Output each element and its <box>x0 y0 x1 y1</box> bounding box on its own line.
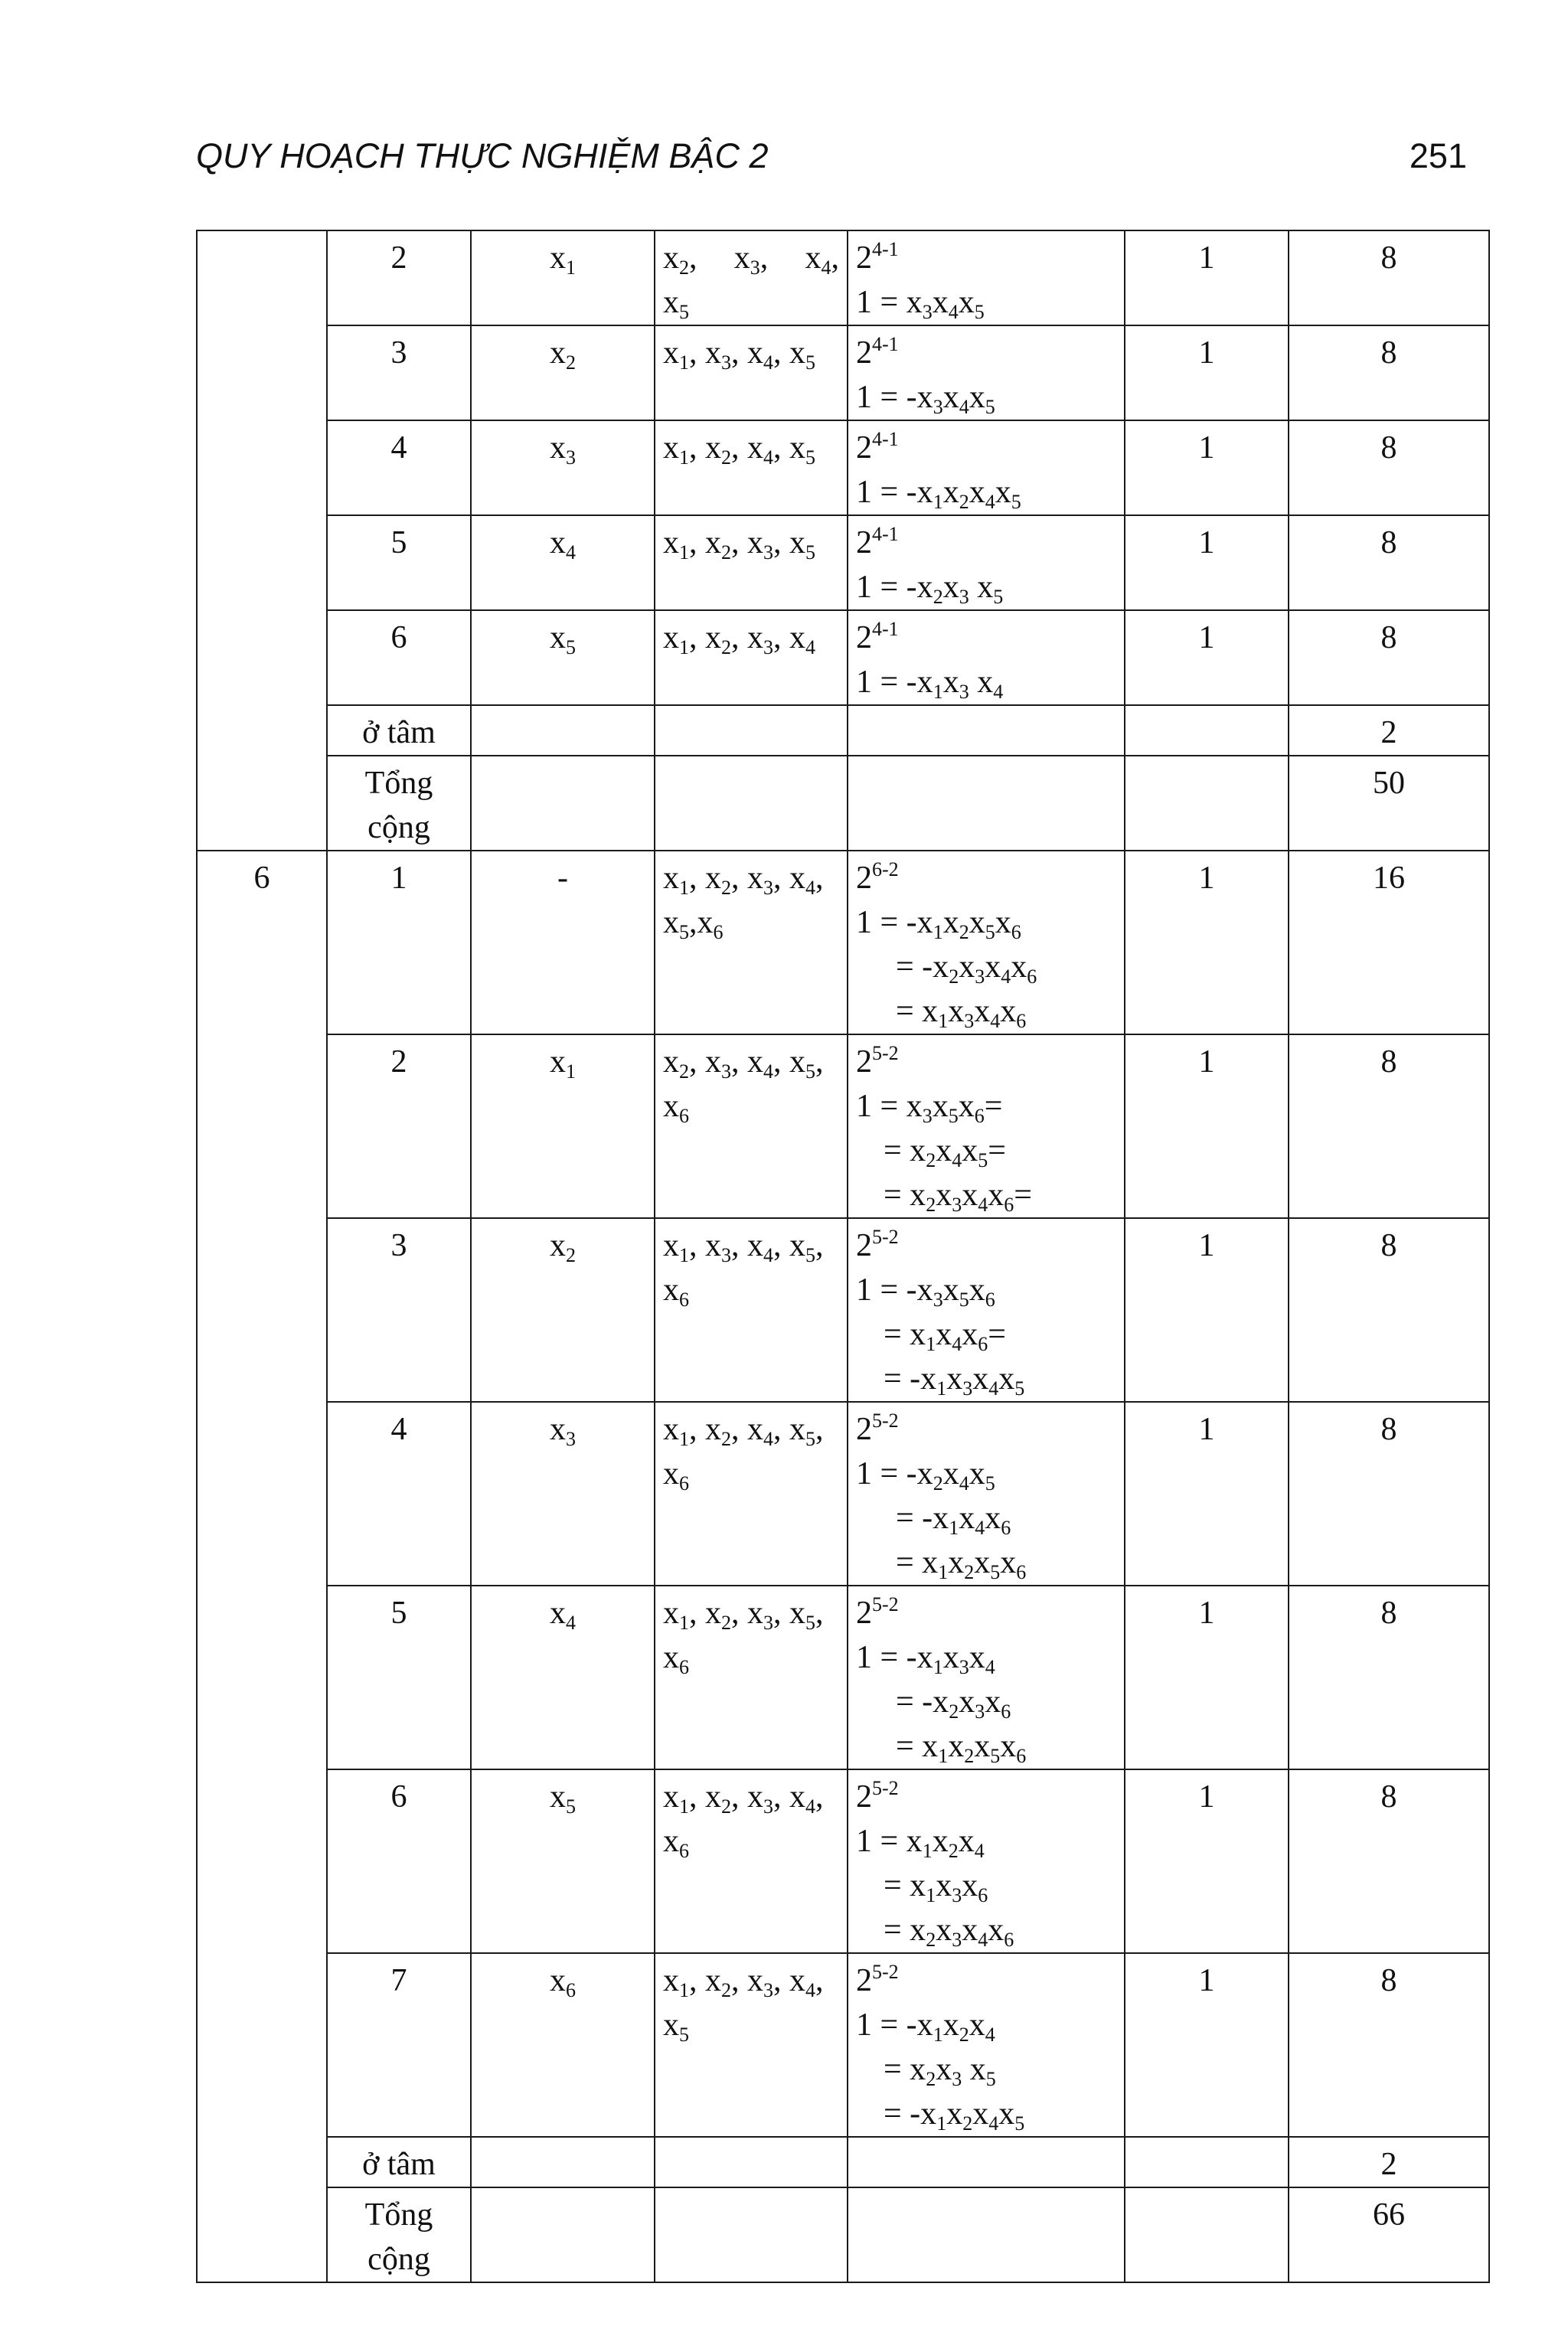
design-formula <box>848 420 1125 515</box>
column-5-value: 1 <box>1125 851 1289 1034</box>
design-type: 2$^{5-2}$ <box>856 1961 899 1998</box>
empty-cell <box>655 705 848 756</box>
design-formula <box>848 1402 1125 1586</box>
experiment-count: 8 <box>1289 325 1489 420</box>
other-variables: $x_1$, $x_3$, $x_4$, $x_5$, $x_6$ <box>655 1218 848 1402</box>
defining-relation: $1 = -x_1x_3x_4$ <box>856 1640 995 1678</box>
experiment-count: 8 <box>1289 230 1489 325</box>
empty-cell <box>655 2187 848 2282</box>
design-formula <box>848 1218 1125 1402</box>
other-variables: $x_1$, $x_2$, $x_3$, $x_4$, $x_5,x_6$ <box>655 851 848 1034</box>
empty-cell <box>655 756 848 851</box>
other-variables: $x_1$, $x_2$, $x_4$, $x_5$ <box>655 420 848 515</box>
experiment-count: 8 <box>1289 1953 1489 2137</box>
design-type: 2$^{5-2}$ <box>856 1042 899 1080</box>
column-5-value: 1 <box>1125 1034 1289 1218</box>
page-number: 251 <box>1409 136 1467 175</box>
empty-cell <box>1125 2187 1289 2282</box>
empty-cell <box>848 2137 1125 2187</box>
design-type: 2$^{5-2}$ <box>856 1593 899 1631</box>
empty-cell <box>1125 756 1289 851</box>
experiment-count: 8 <box>1289 515 1489 610</box>
table-row <box>197 610 1489 705</box>
defining-relation: $1 = -x_1x_2x_5x_6$ <box>856 905 1021 943</box>
defining-relation: = $x_2x_3$ $x_5$ <box>884 2052 996 2090</box>
empty-cell <box>848 2187 1125 2282</box>
column-5-value: 1 <box>1125 230 1289 325</box>
design-type: 2$^{5-2}$ <box>856 1777 899 1815</box>
column-5-value: 1 <box>1125 1586 1289 1769</box>
design-type: 2$^{5-2}$ <box>856 1410 899 1447</box>
page-title: QUY HOẠCH THỰC NGHIỆM BẬC 2 <box>196 136 769 175</box>
experiment-count: 8 <box>1289 610 1489 705</box>
table-row <box>197 230 1489 325</box>
table-row <box>197 1586 1489 1769</box>
design-type: 2$^{4-1}$ <box>856 333 899 371</box>
k-cell: 6 <box>197 851 327 2282</box>
design-type: 2$^{4-1}$ <box>856 428 899 466</box>
experiment-design-table <box>196 230 1490 2283</box>
column-5-value: 1 <box>1125 1402 1289 1586</box>
total-row <box>197 756 1489 851</box>
column-5-value: 1 <box>1125 1218 1289 1402</box>
total-row <box>197 2187 1489 2282</box>
fixed-variable: $x_1$ <box>471 230 655 325</box>
table-row <box>197 1218 1489 1402</box>
defining-relation: = $-x_2x_3x_6$ <box>896 1684 1011 1723</box>
experiment-count: 8 <box>1289 1218 1489 1402</box>
others-line <box>663 236 839 280</box>
fixed-variable: $x_1$ <box>471 1034 655 1218</box>
empty-cell <box>848 705 1125 756</box>
fixed-variable: $x_2$ <box>471 325 655 420</box>
row-number: 4 <box>327 420 471 515</box>
row-number: 6 <box>327 610 471 705</box>
row-number: 4 <box>327 1402 471 1586</box>
empty-cell <box>471 705 655 756</box>
experiment-count: 8 <box>1289 1034 1489 1218</box>
table-row <box>197 1953 1489 2137</box>
row-number: 2 <box>327 230 471 325</box>
defining-relation: $1 = -x_3x_5x_6$ <box>856 1272 995 1311</box>
design-formula <box>848 1586 1125 1769</box>
fixed-variable: $x_5$ <box>471 1769 655 1953</box>
design-formula <box>848 325 1125 420</box>
row-number: 5 <box>327 1586 471 1769</box>
column-5-value: 1 <box>1125 420 1289 515</box>
other-variables: $x_1$, $x_2$, $x_4$, $x_5$, $x_6$ <box>655 1402 848 1586</box>
design-formula <box>848 1769 1125 1953</box>
other-variables: $x_1$, $x_2$, $x_3$, $x_5$ <box>655 515 848 610</box>
row-number: 6 <box>327 1769 471 1953</box>
others-token: $x_3$, <box>733 240 769 279</box>
row-number: 2 <box>327 1034 471 1218</box>
empty-cell <box>1125 705 1289 756</box>
design-type: 2$^{4-1}$ <box>856 618 899 655</box>
total-count: 66 <box>1289 2187 1489 2282</box>
fixed-variable: $x_4$ <box>471 1586 655 1769</box>
table-row <box>197 1769 1489 1953</box>
fixed-variable: - <box>471 851 655 1034</box>
defining-relation: = $x_1x_4x_6=$ <box>884 1317 1006 1355</box>
fixed-variable: $x_3$ <box>471 420 655 515</box>
k-cell <box>197 230 327 851</box>
experiment-count: 8 <box>1289 1402 1489 1586</box>
defining-relation: = $-x_1x_3x_4x_5$ <box>884 1361 1025 1400</box>
empty-cell <box>471 2187 655 2282</box>
defining-relation: $1 = -x_2x_3$ $x_5$ <box>856 570 1004 608</box>
defining-relation: = $x_1x_2x_5x_6$ <box>896 1545 1027 1583</box>
column-5-value: 1 <box>1125 1769 1289 1953</box>
experiment-count: 8 <box>1289 1586 1489 1769</box>
other-variables: $x_1$, $x_3$, $x_4$, $x_5$ <box>655 325 848 420</box>
center-label: ở tâm <box>327 2137 471 2187</box>
empty-cell <box>471 2137 655 2187</box>
design-type: 2$^{4-1}$ <box>856 523 899 560</box>
design-formula <box>848 610 1125 705</box>
design-type: 2$^{5-2}$ <box>856 1226 899 1263</box>
other-variables: $x_1$, $x_2$, $x_3$, $x_4$, $x_5$ <box>655 1953 848 2137</box>
defining-relation: $1 = x_3x_5x_6=$ <box>856 1089 1003 1127</box>
design-formula <box>848 851 1125 1034</box>
other-variables: $x_1$, $x_2$, $x_3$, $x_4$ <box>655 610 848 705</box>
defining-relation: $1 = -x_3x_4x_5$ <box>856 380 995 418</box>
table-row <box>197 420 1489 515</box>
other-variables: $x_1$, $x_2$, $x_3$, $x_5$, $x_6$ <box>655 1586 848 1769</box>
table-row <box>197 515 1489 610</box>
other-variables <box>655 230 848 325</box>
table-row <box>197 325 1489 420</box>
center-row <box>197 2137 1489 2187</box>
experiment-count: 16 <box>1289 851 1489 1034</box>
defining-relation: = $-x_1x_2x_4x_5$ <box>884 2096 1025 2135</box>
table-row <box>197 851 1489 1034</box>
fixed-variable: $x_3$ <box>471 1402 655 1586</box>
row-number: 7 <box>327 1953 471 2137</box>
design-formula <box>848 1034 1125 1218</box>
defining-relation: = $x_1x_3x_4x_6$ <box>896 994 1027 1032</box>
others-token: $x_4$, <box>805 240 839 279</box>
defining-relation: = $x_1x_2x_5x_6$ <box>896 1729 1027 1767</box>
defining-relation: $1 = x_1x_2x_4$ <box>856 1824 985 1862</box>
row-number: 3 <box>327 325 471 420</box>
empty-cell <box>471 756 655 851</box>
row-number: 3 <box>327 1218 471 1402</box>
center-count: 2 <box>1289 705 1489 756</box>
defining-relation: $1 = -x_1x_2x_4$ <box>856 2007 995 2046</box>
experiment-count: 8 <box>1289 420 1489 515</box>
experiment-count: 8 <box>1289 1769 1489 1953</box>
design-formula <box>848 515 1125 610</box>
total-count: 50 <box>1289 756 1489 851</box>
defining-relation: $1 = -x_1x_2x_4x_5$ <box>856 475 1021 513</box>
others-token: $x_2$, <box>663 240 697 279</box>
total-label: Tổng cộng <box>327 756 471 851</box>
empty-cell <box>1125 2137 1289 2187</box>
table-row <box>197 1402 1489 1586</box>
empty-cell <box>848 756 1125 851</box>
design-type: 2$^{6-2}$ <box>856 858 899 896</box>
page-header <box>196 136 1467 182</box>
defining-relation: $1 = -x_2x_4x_5$ <box>856 1456 995 1494</box>
column-5-value: 1 <box>1125 1953 1289 2137</box>
center-row <box>197 705 1489 756</box>
column-5-value: 1 <box>1125 610 1289 705</box>
defining-relation: = $-x_2x_3x_4x_6$ <box>896 949 1037 988</box>
empty-cell <box>655 2137 848 2187</box>
fixed-variable: $x_6$ <box>471 1953 655 2137</box>
defining-relation: = $x_2x_4x_5=$ <box>884 1133 1006 1171</box>
fixed-variable: $x_4$ <box>471 515 655 610</box>
defining-relation: = $-x_1x_4x_6$ <box>896 1501 1011 1539</box>
table-row <box>197 1034 1489 1218</box>
others-token: $x_5$ <box>663 285 689 323</box>
center-count: 2 <box>1289 2137 1489 2187</box>
design-type: 2$^{4-1}$ <box>856 238 899 276</box>
fixed-variable: $x_5$ <box>471 610 655 705</box>
row-number: 1 <box>327 851 471 1034</box>
center-label: ở tâm <box>327 705 471 756</box>
row-number: 5 <box>327 515 471 610</box>
other-variables: $x_2$, $x_3$, $x_4$, $x_5$, $x_6$ <box>655 1034 848 1218</box>
defining-relation: $1 = -x_1x_3$ $x_4$ <box>856 665 1004 703</box>
defining-relation: $1 = x_3x_4x_5$ <box>856 285 985 323</box>
design-formula <box>848 1953 1125 2137</box>
design-formula <box>848 230 1125 325</box>
defining-relation: = $x_1x_3x_6$ <box>884 1868 988 1906</box>
total-label: Tổng cộng <box>327 2187 471 2282</box>
defining-relation: = $x_2x_3x_4x_6$ <box>884 1913 1014 1951</box>
fixed-variable: $x_2$ <box>471 1218 655 1402</box>
column-5-value: 1 <box>1125 515 1289 610</box>
defining-relation: = $x_2x_3x_4x_6=$ <box>884 1178 1032 1216</box>
column-5-value: 1 <box>1125 325 1289 420</box>
other-variables: $x_1$, $x_2$, $x_3$, $x_4$, $x_6$ <box>655 1769 848 1953</box>
